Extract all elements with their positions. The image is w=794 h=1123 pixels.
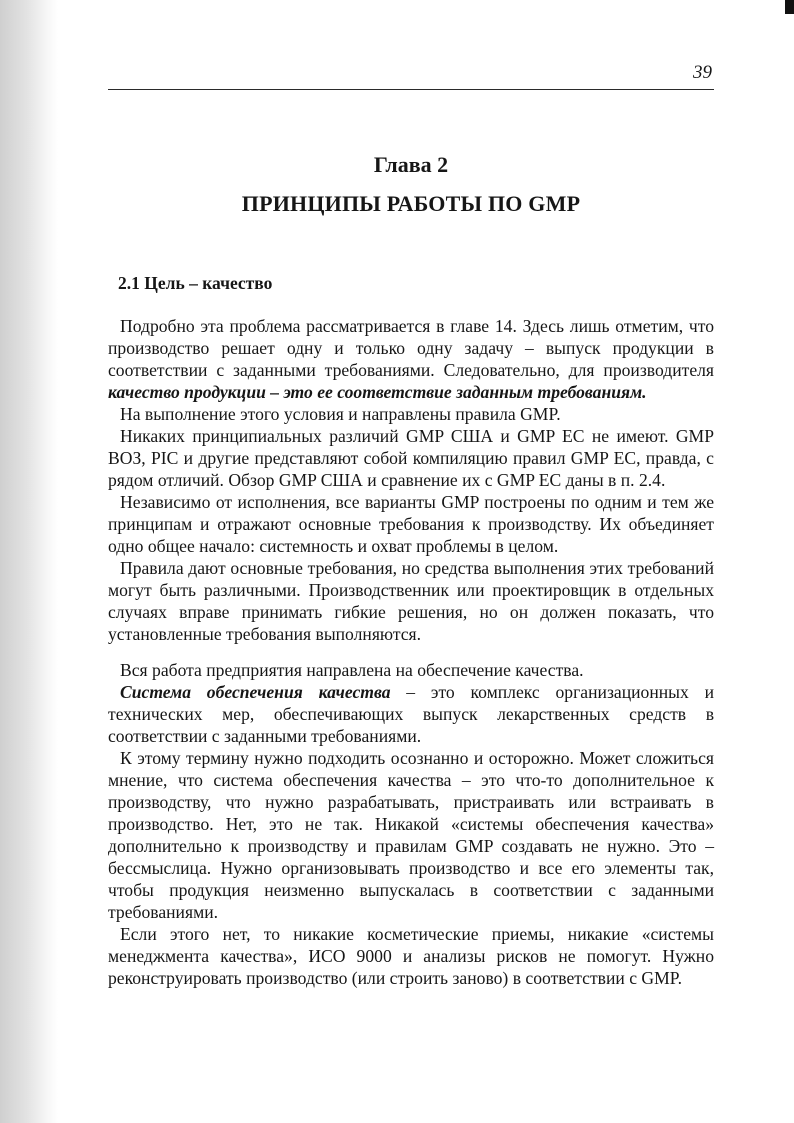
paragraph-2: На выполнение этого условия и направлены правила GMP. [120, 404, 561, 424]
section-heading: 2.1 Цель – качество [118, 273, 273, 293]
chapter-title: ПРИНЦИПЫ РАБОТЫ ПО GMP [241, 191, 581, 216]
paragraph-4: Независимо от исполнения, все варианты GMP построены по одним и тем же принципам и отражают основные требования к производству. Их объединяет одно общее начало: системность и охват проблемы в целом. [108, 492, 714, 556]
quality-definition-emphasis: качество продукции – это ее соответствие заданным требованиям. [108, 382, 647, 402]
paragraph-3: Никаких принципиальных различий GMP США и GMP ЕС не имеют. GMP ВОЗ, PIC и другие представляют собой компиляцию правил GMP ЕС, правда, с рядом отличий. Обзор GMP США и сравнение их с GMP ЕС даны в п. 2.4. [108, 426, 714, 490]
page-number: 39 [693, 62, 712, 83]
paragraph-5: Правила дают основные требования, но средства выполнения этих требований могут быть различными. Производственник или проектировщик в отдельных случаях вправе принимать гибкие решения, но он должен показать, что установленные требования выполняются. [108, 558, 714, 644]
scan-edge-shadow [0, 0, 58, 1123]
body-text [108, 315, 714, 989]
paragraph-8: К этому термину нужно подходить осознанно и осторожно. Может сложиться мнение, что система обеспечения качества – это что-то дополнительное к производству, что нужно разрабатывать, пристраивать или встраивать в производство. Нет, это не так. Никакой «системы обеспечения качества» дополнительно к производству и правилам GMP создавать не нужно. Это – бессмыслица. Нужно организовывать производство и все его элементы так, чтобы продукция неизменно выпускалась в соответствии с заданными требованиями. [108, 748, 714, 922]
paragraph-7 [108, 681, 714, 747]
paragraph-7-text: – это комплекс организационных и технических мер, обеспечивающих выпуск лекарственных средств в соответствии с заданными требованиями. [108, 682, 715, 746]
scan-corner-mark [785, 0, 794, 14]
paragraph-6: Вся работа предприятия направлена на обеспечение качества. [120, 660, 584, 680]
header-rule [108, 89, 714, 90]
paragraph-1 [108, 315, 714, 403]
qa-system-term: Система обеспечения качества [120, 682, 391, 702]
chapter-label: Глава 2 [373, 152, 449, 177]
paragraph-9: Если этого нет, то никакие косметические приемы, никакие «системы менеджмента качества», ИСО 9000 и анализы рисков не помогут. Нужно реконструировать производство (или строить заново) в соответствии с GMP. [108, 924, 714, 988]
paragraph-1-text: Подробно эта проблема рассматривается в главе 14. Здесь лишь отметим, что производство решает одну и только одну задачу – выпуск продукции в соответствии с заданными требованиями. Следовательно, для производителя [108, 316, 714, 380]
